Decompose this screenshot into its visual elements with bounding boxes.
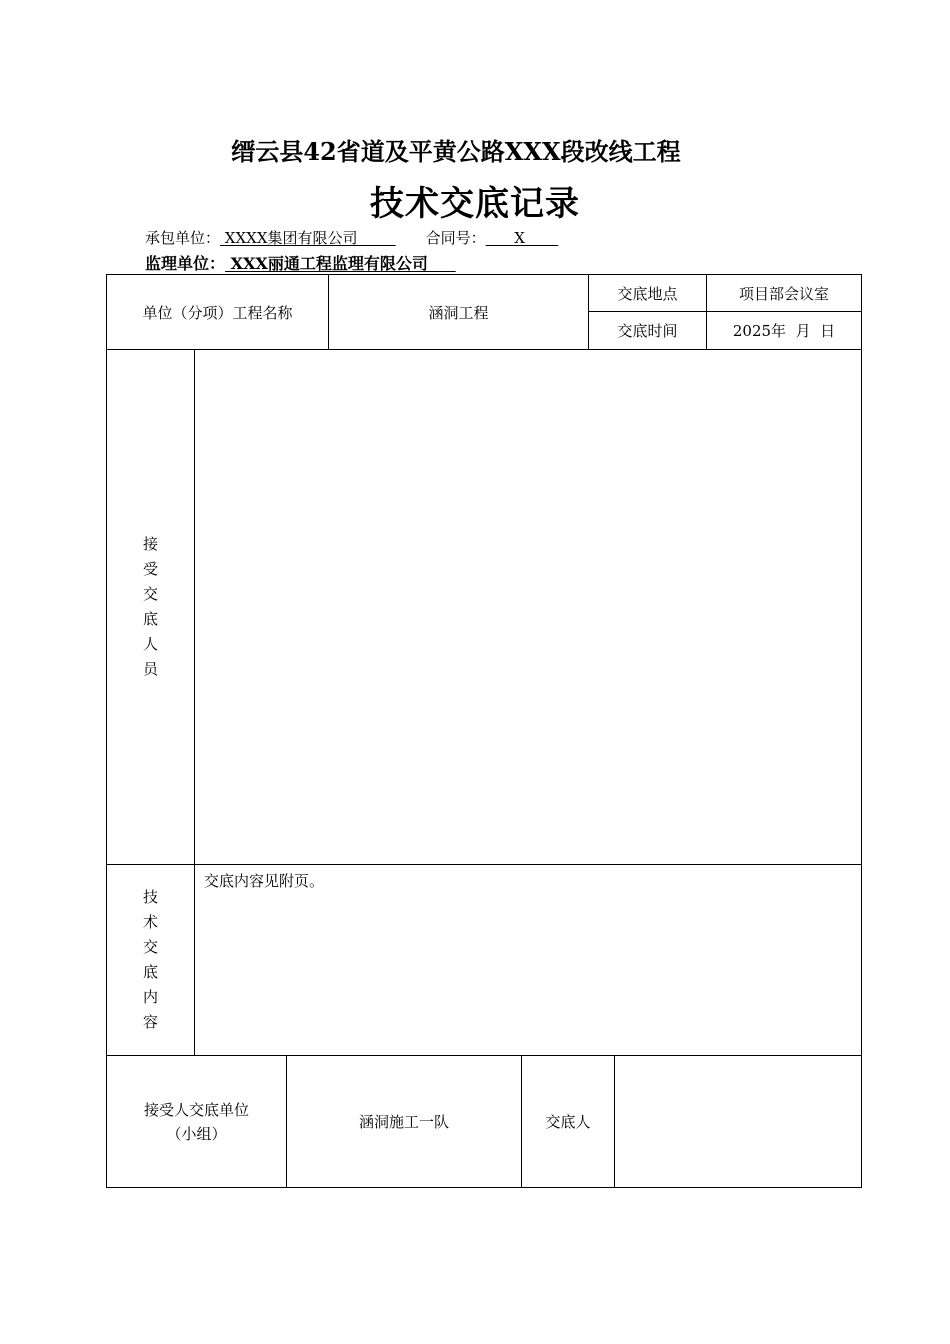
discloser-label-cell [521,1055,615,1188]
discloser-value-cell[interactable] [614,1055,862,1188]
supervisor-line [145,251,456,274]
unit-project-value-cell [328,274,589,350]
supervisor-value: XXX丽通工程监理有限公司 [225,254,456,273]
time-label: 交底时间 [617,322,678,340]
unit-project-label: 单位（分项）工程名称 [142,303,293,322]
recipient-unit-value: 涵洞施工一队 [358,1113,449,1131]
recipient-unit-label-cell [106,1055,287,1188]
time-label-cell [588,311,707,350]
recipient-unit-value-cell [286,1055,522,1188]
location-value-cell [706,274,862,312]
record-title: 技术交底记录 [370,184,580,224]
location-value: 项目部会议室 [738,284,829,303]
discloser-label: 交底人 [545,1113,591,1131]
project-title: 缙云县42省道及平黄公路XXX段改线工程 [231,137,681,166]
supervisor-label: 监理单位： [145,254,226,273]
content-label-cell [106,864,195,1056]
contract-no-label: 合同号： [425,229,486,247]
unit-project-label-cell [106,274,329,350]
content-label: 技 术 交 底 内 容 [142,888,158,1031]
location-label: 交底地点 [617,284,678,303]
recipients-value-cell[interactable] [194,349,862,865]
time-value-cell [706,311,862,350]
location-label-cell [588,274,707,312]
contractor-line [145,227,558,248]
time-value: 2025年 月 日 [732,322,836,340]
contract-no-value: X [485,229,559,247]
content-value-cell[interactable] [194,864,862,1056]
contractor-value: XXXX集团有限公司 [220,229,396,247]
recipients-label-cell [106,349,195,865]
recipients-label: 接 受 交 底 人 员 [142,535,158,678]
recipient-unit-label-line2: （小组） [166,1124,227,1143]
unit-project-value: 涵洞工程 [428,303,489,322]
content-value: 交底内容见附页。 [204,872,325,890]
recipient-unit-label-line1: 接受人交底单位 [143,1100,249,1119]
contractor-label: 承包单位： [145,229,221,247]
